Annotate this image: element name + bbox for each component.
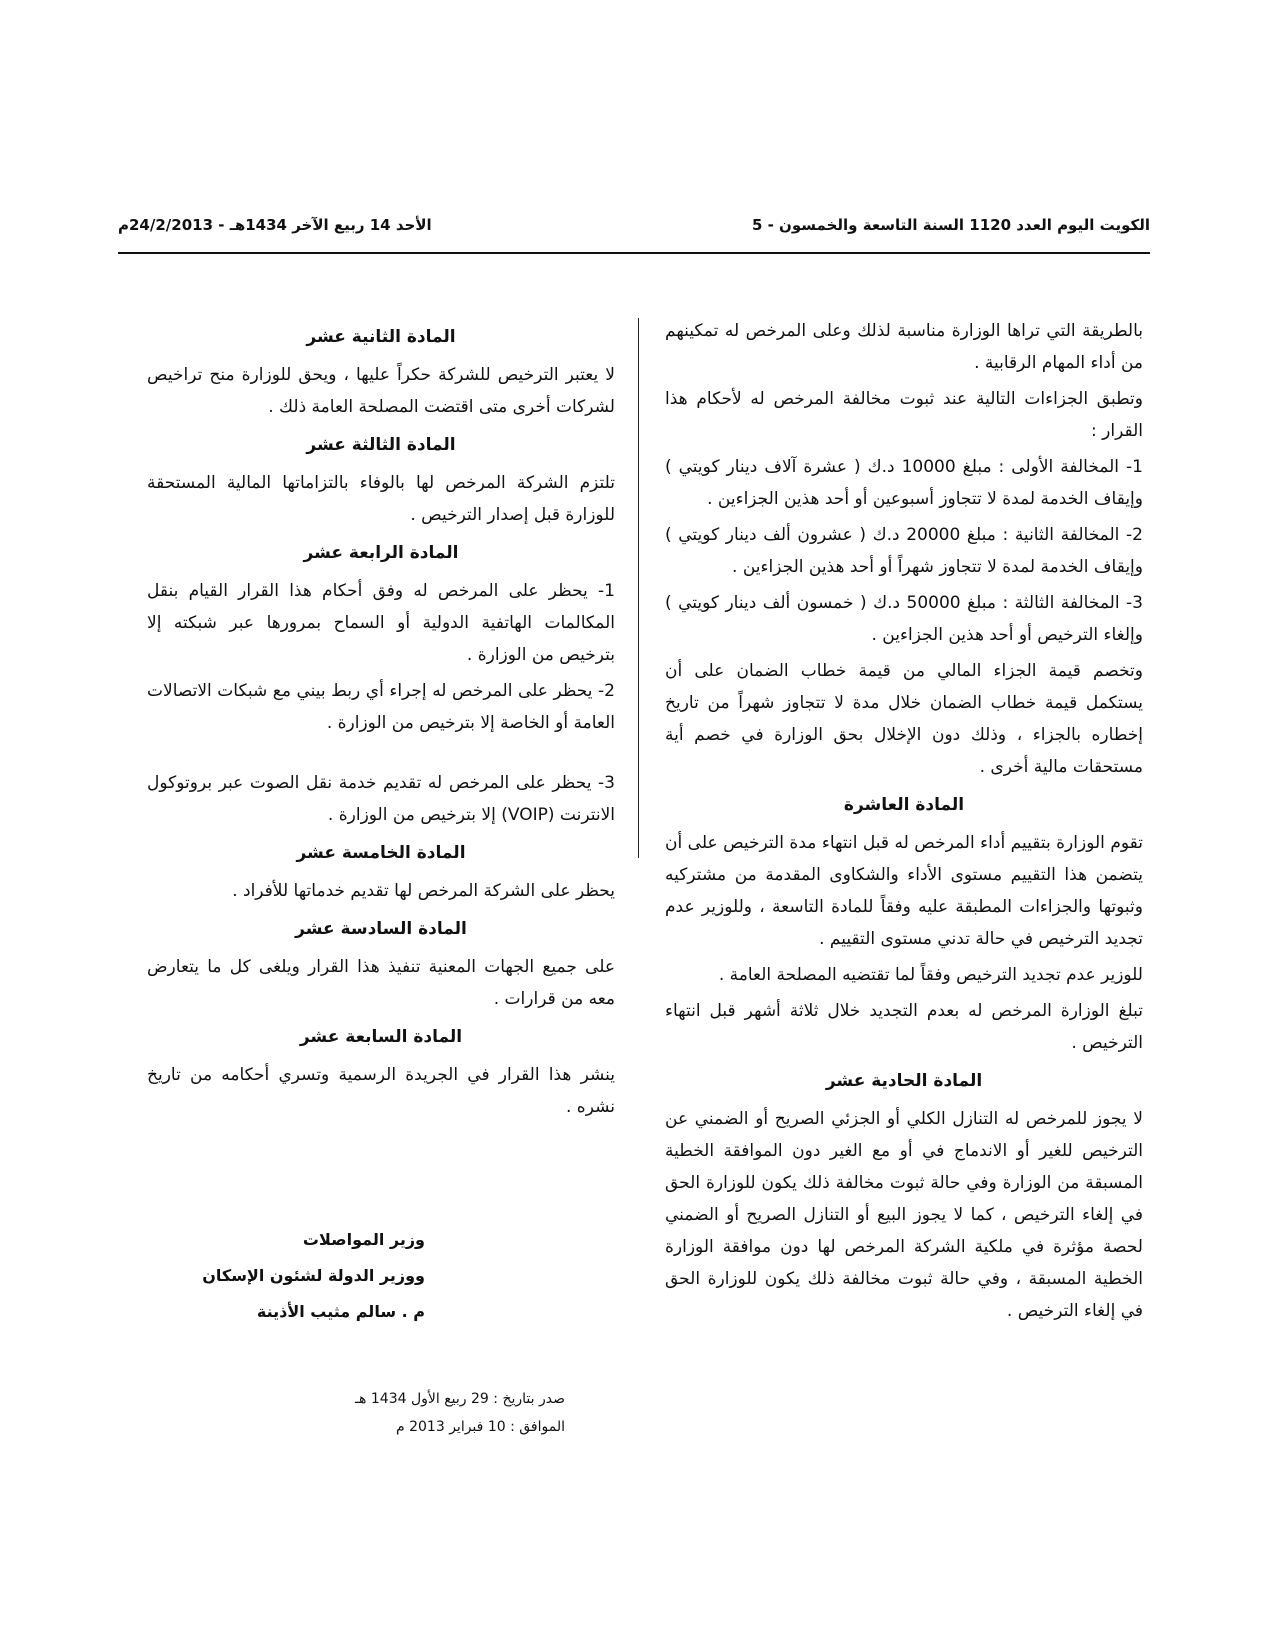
article-heading: المادة الثانية عشر <box>306 327 456 347</box>
article-heading: المادة الرابعة عشر <box>303 543 459 563</box>
paragraph: وتخصم قيمة الجزاء المالي من قيمة خطاب الضمان على أن يستكمل قيمة خطاب الضمان خلال مدة لا تتجاوز شهراً من تاريخ إخطاره بالجزاء ، وذلك دون الإخلال بحق الوزارة في خصم أية مستحقات مالية أخرى . <box>665 661 1143 777</box>
penalty-2: 2- المخالفة الثانية : مبلغ 20000 د.ك ( عشرون ألف دينار كويتي ) وإيقاف الخدمة لمدة لا تتجاوز شهراً أو أحد هذين الجزاءين . <box>665 525 1143 577</box>
column-divider <box>638 318 639 858</box>
paragraph: 2- يحظر على المرخص له إجراء أي ربط بيني مع شبكات الاتصالات العامة أو الخاصة إلا بترخيص من الوزارة . <box>147 681 615 733</box>
article-heading: المادة الحادية عشر <box>825 1071 983 1091</box>
issue-info: الكويت اليوم العدد 1120 السنة التاسعة والخمسون - 5 <box>751 216 1150 234</box>
penalty-3: 3- المخالفة الثالثة : مبلغ 50000 د.ك ( خمسون ألف دينار كويتي ) وإلغاء الترخيص أو أحد هذين الجزاءين . <box>665 593 1143 645</box>
issued-date: صدر بتاريخ : 29 ربيع الأول 1434 هـ <box>354 1391 565 1407</box>
left-column <box>147 315 615 1127</box>
paragraph: 3- يحظر على المرخص له تقديم خدمة نقل الصوت عبر بروتوكول الانترنت (VOIP) إلا بترخيص من الوزارة . <box>147 773 615 825</box>
article-heading: المادة الخامسة عشر <box>296 843 466 863</box>
signatory-title-2: ووزير الدولة لشئون الإسكان <box>202 1266 425 1285</box>
paragraph: ينشر هذا القرار في الجريدة الرسمية وتسري أحكامه من تاريخ نشره . <box>147 1065 615 1117</box>
paragraph: لا يجوز للمرخص له التنازل الكلي أو الجزئي الصريح أو الضمني عن الترخيص للغير أو الاندماج في أو مع الغير دون الموافقة الخطية المسبقة من الوزارة وفي حالة ثبوت مخالفة ذلك يكون للوزارة الحق في إلغاء الترخيص ، كما لا يجوز البيع أو التنازل الصريح أو الضمني لحصة مؤثرة في ملكية الشركة المرخص لها دون موافقة الوزارة الخطية المسبقة ، وفي حالة ثبوت مخالفة ذلك يكون للوزارة الحق في إلغاء الترخيص . <box>665 1109 1143 1321</box>
signatory-title: وزير المواصلات <box>302 1230 425 1249</box>
paragraph: يحظر على الشركة المرخص لها تقديم خدماتها للأفراد . <box>232 881 615 901</box>
issue-date: الأحد 14 ربيع الآخر 1434هـ - 24/2/2013م <box>118 216 432 234</box>
issue-dates <box>355 1385 565 1441</box>
paragraph: لا يعتبر الترخيص للشركة حكراً عليها ، ويحق للوزارة منح تراخيص لشركات أخرى متى اقتضت المصلحة العامة ذلك . <box>147 365 615 417</box>
article-heading: المادة السادسة عشر <box>295 919 467 939</box>
paragraph: بالطريقة التي تراها الوزارة مناسبة لذلك وعلى المرخص له تمكينهم من أداء المهام الرقابية . <box>665 321 1143 373</box>
signatory-name: م . سالم مثيب الأذينة <box>256 1302 425 1321</box>
paragraph: تلتزم الشركة المرخص لها بالوفاء بالتزاماتها المالية المستحقة للوزارة قبل إصدار الترخيص . <box>147 473 615 525</box>
paragraph: وتطبق الجزاءات التالية عند ثبوت مخالفة المرخص له لأحكام هذا القرار : <box>665 389 1143 441</box>
paragraph: تقوم الوزارة بتقييم أداء المرخص له قبل انتهاء مدة الترخيص على أن يتضمن هذا التقييم مستوى الأداء والشكاوى المقدمة من مشتركيه وثبوتها والجزاءات المطبقة عليه وفقاً للمادة التاسعة ، وللوزير عدم تجديد الترخيص في حالة تدني مستوى التقييم . <box>665 833 1143 949</box>
paragraph: للوزير عدم تجديد الترخيص وفقاً لما تقتضيه المصلحة العامة . <box>718 965 1143 985</box>
article-heading: المادة العاشرة <box>843 795 965 815</box>
signature-block <box>202 1222 425 1330</box>
article-heading: المادة الثالثة عشر <box>306 435 456 455</box>
paragraph: 1- يحظر على المرخص له وفق أحكام هذا القرار القيام بنقل المكالمات الهاتفية الدولية أو السماح بمرورها عبر شبكته إلا بترخيص من الوزارة . <box>147 581 615 665</box>
article-heading: المادة السابعة عشر <box>299 1027 463 1047</box>
paragraph: تبلغ الوزارة المرخص له بعدم التجديد خلال ثلاثة أشهر قبل انتهاء الترخيص . <box>665 1001 1143 1053</box>
running-head <box>118 212 1150 254</box>
corresponding-date: الموافق : 10 فبراير 2013 م <box>395 1419 565 1435</box>
right-column <box>665 315 1143 1331</box>
penalty-1: 1- المخالفة الأولى : مبلغ 10000 د.ك ( عشرة آلاف دينار كويتي ) وإيقاف الخدمة لمدة لا تتجاوز أسبوعين أو أحد هذين الجزاءين . <box>665 457 1143 509</box>
paragraph: على جميع الجهات المعنية تنفيذ هذا القرار ويلغى كل ما يتعارض معه من قرارات . <box>147 957 615 1009</box>
